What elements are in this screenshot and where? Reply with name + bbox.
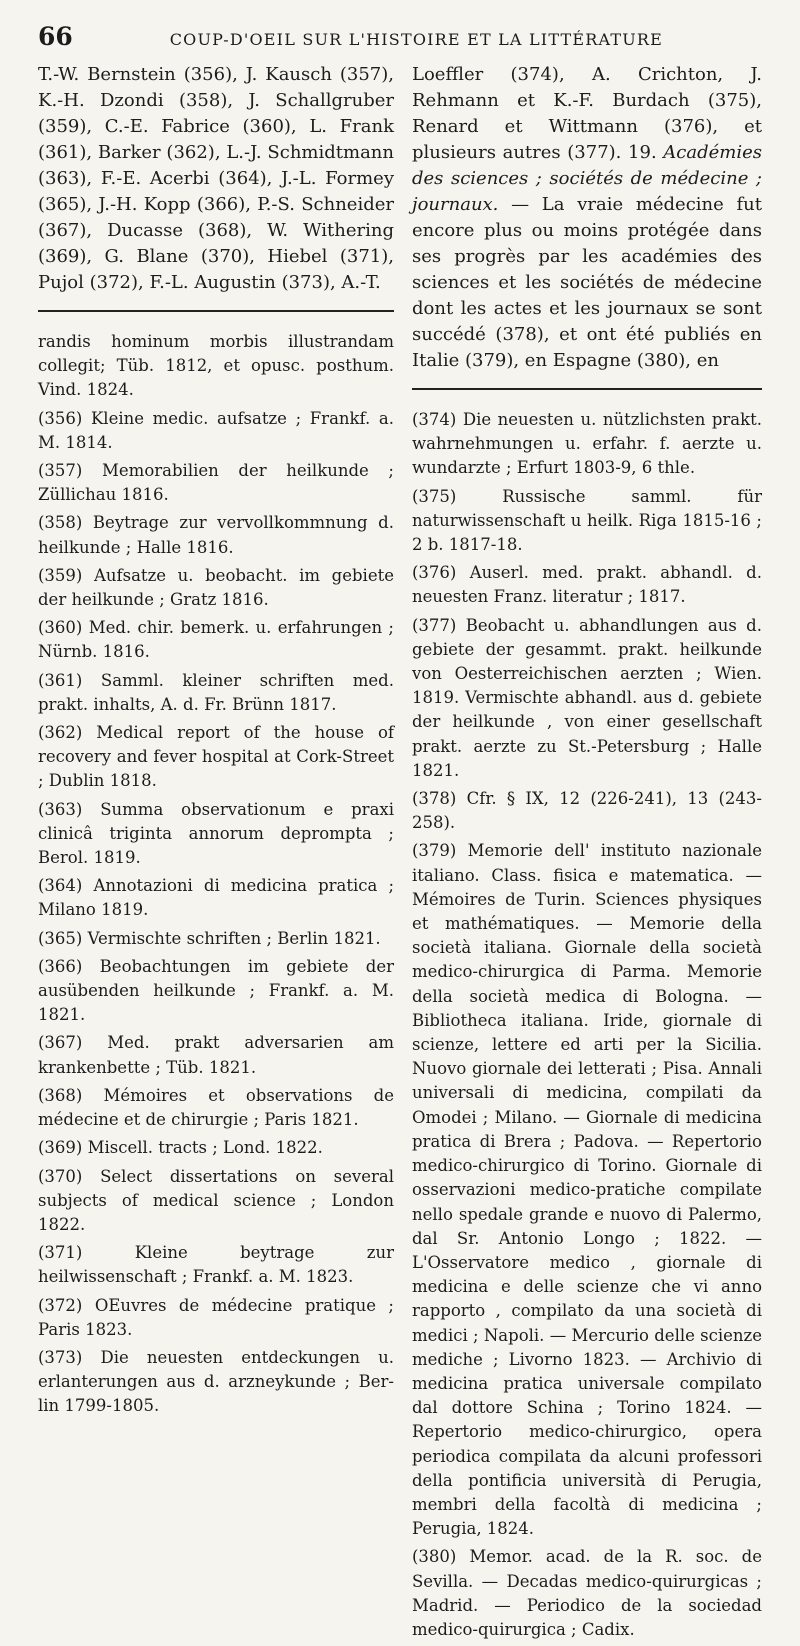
footnote-continuation: randis hominum morbis illustrandam collegit; Tüb. 1812, et opusc. posthum. Vind. 1824.: [38, 332, 394, 400]
footnote-361: (361) Samml. kleiner schriften med. prakt. inhalts, A. d. Fr. Brünn 1817.: [38, 670, 394, 714]
footnote-364: (364) Annotazioni di medicina pratica ; Milano 1819.: [38, 876, 394, 920]
page-number: 66: [38, 22, 73, 51]
right-column: [412, 62, 762, 1646]
footnote-375: (375) Russische samml. für naturwissenschaft u heilk. Riga 1815-16 ; 2 b. 1817-18.: [412, 486, 762, 555]
footnote-380: (380) Memor. acad. de la R. soc. de Sevilla. — Decadas medico-quirurgicas ; Madrid. — Periodico de la sociedad medico-quirurgica ; Cadix.: [412, 1547, 762, 1639]
footnote-368: (368) Mémoires et observations de médecine et de chirurgie ; Paris 1821.: [38, 1085, 394, 1130]
footnote-356: (356) Kleine medic. aufsatze ; Frankf. a. M. 1814.: [38, 408, 394, 452]
footnote-378: (378) Cfr. § IX, 12 (226-241), 13 (243-258).: [412, 789, 762, 833]
footnote-366: (366) Beobachtungen im gebiete der ausübenden heilkunde ; Frankf. a. M. 1821.: [38, 956, 394, 1025]
footnote-369: (369) Miscell. tracts ; Lond. 1822.: [38, 1138, 323, 1158]
right-footnotes: [412, 408, 762, 1642]
footnote-rule-right: [412, 388, 762, 390]
footnote-373: (373) Die neuesten entdeckungen u. erlanterungen aus d. arzneykunde ; Ber-lin 1799-1805.: [38, 1347, 394, 1416]
page-header: [38, 22, 760, 51]
footnote-357: (357) Memorabilien der heilkunde ; Züllichau 1816.: [38, 461, 394, 505]
footnote-370: (370) Select dissertations on several subjects of medical science ; London 1822.: [38, 1166, 394, 1234]
footnote-371: (371) Kleine beytrage zur heilwissenschaft ; Frankf. a. M. 1823.: [38, 1243, 394, 1287]
left-footnotes: [38, 330, 394, 1419]
right-main-before: Loeffler (374), A. Crichton, J. Rehmann et K.-F. Burdach (375), Renard et Wittmann (376), et plusieurs autres (377). 19.: [412, 64, 762, 163]
right-main-after: — La vraie médecine fut encore plus ou moins protégée dans ses progrès par les académies des sciences et les sociétés de médecine dont les actes et les journaux se sont succédé (378), et ont été publiés en Italie (379), en Espagne (380), en: [412, 194, 762, 371]
footnote-362: (362) Medical report of the house of recovery and fever hospital at Cork-Street ; Dublin 1818.: [38, 723, 394, 791]
left-column: [38, 62, 394, 1423]
footnote-372: (372) OEuvres de médecine pratique ; Paris 1823.: [38, 1295, 394, 1339]
footnote-363: (363) Summa observationum e praxi clinicâ triginta annorum deprompta ; Berol. 1819.: [38, 799, 394, 868]
left-main-text: [38, 62, 394, 296]
right-main-text: [412, 62, 762, 374]
footnote-365: (365) Vermischte schriften ; Berlin 1821.: [38, 928, 381, 948]
footnote-358: (358) Beytrage zur vervollkommnung d. heilkunde ; Halle 1816.: [38, 513, 394, 557]
running-head: COUP-D'OEIL SUR L'HISTOIRE ET LA LITTÉRATURE: [169, 30, 664, 49]
footnote-360: (360) Med. chir. bemerk. u. erfahrungen ; Nürnb. 1816.: [38, 618, 394, 662]
footnote-376: (376) Auserl. med. prakt. abhandl. d. neuesten Franz. literatur ; 1817.: [412, 563, 762, 607]
footnote-377: (377) Beobacht u. abhandlungen aus d. gebiete der gesammt. prakt. heilkunde von Oesterreichischen aerzten ; Wien. 1819. Vermischte abhandl. aus d. gebiete der heilkunde , von einer gesellschaft prakt. aerzte zu St.-Petersburg ; Halle 1821.: [412, 615, 762, 780]
footnote-379: (379) Memorie dell' instituto nazionale italiano. Class. fisica e matematica. — Mémoires de Turin. Sciences physiques et mathématiques. — Memorie della società italiana. Giornale della società medico-chirurgica di Parma. Memorie della società medica di Bologna. — Bibliotheca italiana. Iride, giornale di scienze, lettere ed arti per la Sicilia. Nuovo giornale dei letterati ; Pisa. Annali universali di medicina, compilati da Omodei ; Milano. — Giornale di medicina pratica di Brera ; Padova. — Repertorio medico-chirurgico di Torino. Giornale di osservazioni medico-pratiche compilate nello spedale grande e nuovo di Palermo, dal Sr. Antonio Longo ; 1822. — L'Osservatore medico , giornale di medicina e delle scienze che vi anno rapporto , compilato da una società di medici ; Napoli. — Mercurio delle scienze mediche ; Livorno 1823. — Archivio di medicina pratica universale compilato dal dottore Schina ; Torino 1824. — Repertorio medico-chirurgico, opera periodica compilata da alcuni professori della pontificia università di Perugia, membri della facoltà di medicina ; Perugia, 1824.: [412, 841, 762, 1539]
footnote-367: (367) Med. prakt adversarien am krankenbette ; Tüb. 1821.: [38, 1033, 394, 1077]
footnote-359: (359) Aufsatze u. beobacht. im gebiete der heilkunde ; Gratz 1816.: [38, 565, 394, 610]
right-main-paragraph: [412, 62, 762, 374]
left-main-paragraph: T.-W. Bernstein (356), J. Kausch (357), K.-H. Dzondi (358), J. Schallgruber (359), C.-E. Fabrice (360), L. Frank (361), Barker (362), L.-J. Schmidtmann (363), F.-E. Acerbi (364), J.-L. Formey (365), J.-H. Kopp (366), P.-S. Schneider (367), Ducasse (368), W. Withering (369), G. Blane (370), Hiebel (371), Pujol (372), F.-L. Augustin (373), A.-T.: [38, 64, 394, 293]
section-title-italic: Académies des sciences ; sociétés de médecine ; journaux.: [412, 142, 762, 215]
footnote-rule-left: [38, 310, 394, 312]
footnote-374: (374) Die neuesten u. nützlichsten prakt. wahrnehmungen u. erfahr. f. aerzte u. wundarzte ; Erfurt 1803-9, 6 thle.: [412, 410, 762, 478]
